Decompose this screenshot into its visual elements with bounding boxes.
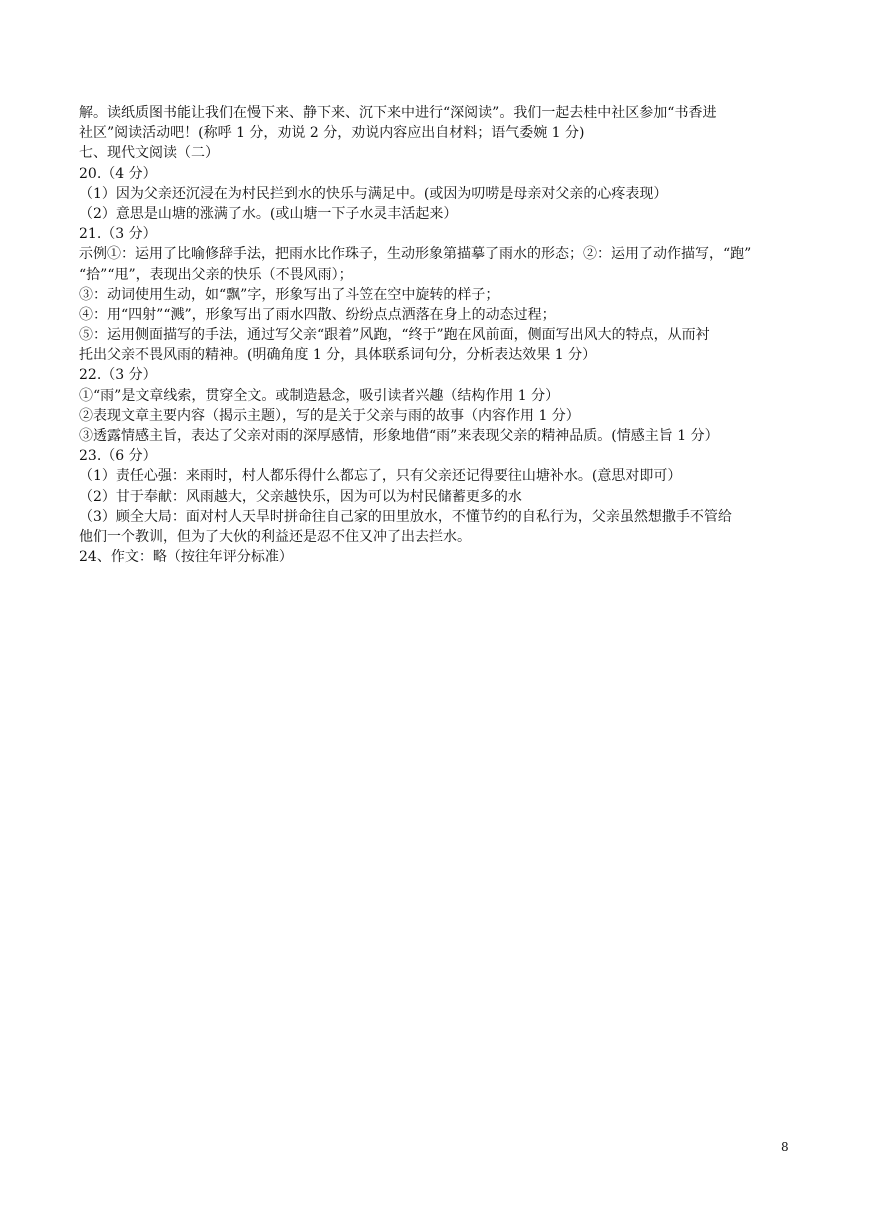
question-22-answer-1: ①“雨”是文章线索，贯穿全文。或制造悬念，吸引读者兴趣（结构作用 1 分）	[79, 387, 560, 404]
question-23-answer-3-line-2: 他们一个教训，但为了大伙的利益还是忍不住又冲了出去拦水。	[79, 528, 471, 545]
question-21-answer-line-2: “拾”“甩”，表现出父亲的快乐（不畏风雨）；	[79, 266, 353, 283]
question-23-heading: 23.（6 分）	[79, 448, 157, 465]
question-22-answer-3: ③透露情感主旨，表达了父亲对雨的深厚感情，形象地借“雨”来表现父亲的精神品质。(情感主旨 1 分）	[79, 428, 719, 444]
question-23-answer-3-line-1: （3）顾全大局：面对村人天旱时拼命往自己家的田里放水，不懂节约的自私行为，父亲虽然想撒手不管给	[79, 508, 732, 525]
section-heading: 七、现代文阅读（二）	[79, 145, 219, 162]
question-21-answer-line-1: 示例①：运用了比喻修辞手法，把雨水比作珠子，生动形象第描摹了雨水的形态；②：运用了动作描写，“跑”	[79, 246, 752, 263]
text-line-1: 解。读纸质图书能让我们在慢下来、静下来、沉下来中进行“深阅读”。我们一起去桂中社区参加“书香进	[79, 105, 717, 121]
question-20-answer-2: （2）意思是山塘的涨满了水。(或山塘一下子水灵丰活起来）	[79, 205, 458, 222]
text-line-2: 社区”阅读活动吧！(称呼 1 分，劝说 2 分，劝说内容应出自材料；语气委婉 1 分)	[79, 125, 585, 142]
question-21-answer-line-3: ③：动词使用生动，如“飘”字，形象写出了斗笠在空中旋转的样子；	[79, 286, 500, 303]
question-21-answer-line-6: 托出父亲不畏风雨的精神。(明确角度 1 分，具体联系词句分，分析表达效果 1 分）	[79, 347, 597, 364]
question-21-heading: 21.（3 分）	[79, 226, 157, 243]
question-21-answer-line-4: ④：用“四射”“溅”，形象写出了雨水四散、纷纷点点洒落在身上的动态过程；	[79, 306, 556, 323]
question-24-answer: 24、作文：略（按往年评分标准）	[79, 549, 293, 566]
question-20-heading: 20.（4 分）	[79, 165, 157, 182]
question-22-heading: 22.（3 分）	[79, 367, 157, 384]
answer-text-block	[79, 103, 799, 567]
question-23-answer-2: （2）甘于奉献：风雨越大，父亲越快乐，因为可以为村民储蓄更多的水	[79, 488, 522, 505]
question-22-answer-2: ②表现文章主要内容（揭示主题），写的是关于父亲与雨的故事（内容作用 1 分）	[79, 407, 580, 424]
question-20-answer-1: （1）因为父亲还沉浸在为村民拦到水的快乐与满足中。(或因为叨唠是母亲对父亲的心疼表现）	[79, 185, 668, 202]
question-23-answer-1: （1）责任心强：来雨时，村人都乐得什么都忘了，只有父亲还记得要往山塘补水。(意思对即可）	[79, 468, 682, 485]
page-number: 8	[781, 1140, 789, 1154]
question-21-answer-line-5: ⑤：运用侧面描写的手法，通过写父亲“跟着”风跑，“终于”跑在风前面，侧面写出风大的特点，从而衬	[79, 327, 710, 344]
